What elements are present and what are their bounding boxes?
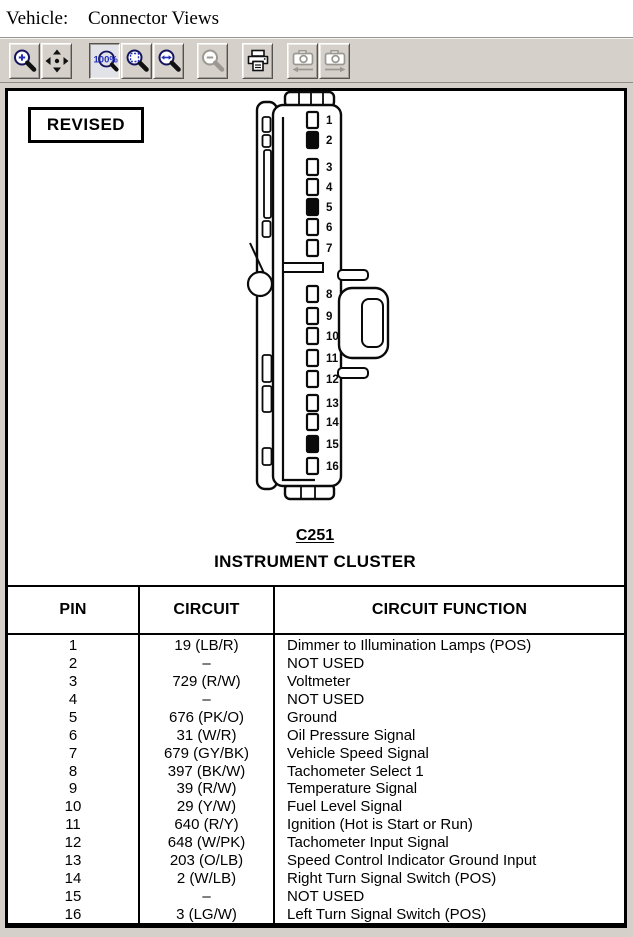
pin-cavity-3 (307, 159, 318, 175)
pin-number-12: 12 (326, 374, 339, 386)
pin-cell: 2 (68, 655, 78, 673)
pin-cavity-1 (307, 112, 318, 128)
zoom-width-button[interactable] (153, 43, 184, 79)
pin-number-8: 8 (326, 289, 333, 301)
camera-left-icon (290, 48, 316, 74)
function-cell: Speed Control Indicator Ground Input (287, 851, 537, 869)
pin-number-16: 16 (326, 461, 339, 473)
pin-cell: 7 (68, 744, 78, 762)
function-cell: NOT USED (287, 655, 365, 673)
pin-cell: 10 (64, 798, 82, 816)
pin-number-9: 9 (326, 311, 333, 323)
svg-text:100%: 100% (93, 54, 118, 65)
pin-cavity-7 (307, 240, 318, 256)
circuit-cell: 679 (GY/BK) (163, 744, 250, 762)
pin-number-13: 13 (326, 398, 339, 410)
pin-cell: 3 (68, 673, 78, 691)
window-header (0, 0, 633, 37)
function-cell: Dimmer to Illumination Lamps (POS) (287, 637, 532, 655)
function-cell: NOT USED (287, 887, 365, 905)
toolbar-group-gap (185, 43, 197, 79)
pin-cavity-10 (307, 328, 318, 344)
circuit-cell: 31 (W/R) (176, 726, 237, 744)
vehicle-value: Connector Views (88, 8, 219, 29)
pan-arrows-icon (44, 48, 70, 74)
pin-cell: 8 (68, 762, 78, 780)
magnifier-minus-icon (200, 48, 226, 74)
pin-cavity-5 (307, 199, 318, 215)
pin-cavity-2 (307, 132, 318, 148)
circuit-cell: 203 (O/LB) (169, 851, 244, 869)
circuit-function-column-header: CIRCUIT FUNCTION (371, 601, 528, 618)
magnifier-width-icon (156, 48, 182, 74)
circuit-cell: 2 (W/LB) (176, 869, 237, 887)
connector-diagram (241, 91, 411, 503)
pin-cavity-9 (307, 308, 318, 324)
pin-cell: 1 (68, 637, 78, 655)
pin-cell: 9 (68, 780, 78, 798)
pin-cell: 11 (65, 816, 81, 834)
pin-cavity-12 (307, 371, 318, 387)
pin-cavity-15 (307, 436, 318, 452)
function-cell: Tachometer Input Signal (287, 834, 449, 852)
pin-cell: 12 (64, 834, 82, 852)
circuit-column-header: CIRCUIT (140, 587, 275, 633)
pin-cell: 16 (64, 905, 82, 923)
magnifier-fit-icon (124, 48, 150, 74)
pin-table (8, 585, 624, 925)
zoom-100-button[interactable] (89, 43, 120, 79)
zoom-fit-button[interactable] (121, 43, 152, 79)
previous-view-button[interactable] (287, 43, 318, 79)
pin-cell: 6 (68, 726, 78, 744)
printer-icon (245, 48, 271, 74)
circuit-cell: – (202, 887, 211, 905)
circuit-cell: 29 (Y/W) (176, 798, 237, 816)
camera-right-icon (322, 48, 348, 74)
pin-cell: 5 (68, 708, 78, 726)
next-view-button[interactable] (319, 43, 350, 79)
magnifier-100-icon (93, 49, 119, 75)
pin-table-header-row (8, 587, 624, 635)
function-cell: Left Turn Signal Switch (POS) (287, 905, 487, 923)
magnifier-plus-icon (12, 48, 38, 74)
zoom-out-button[interactable] (197, 43, 228, 79)
pin-cell: 13 (64, 851, 82, 869)
revised-stamp (28, 107, 144, 143)
pin-column (8, 635, 140, 923)
circuit-column (140, 635, 275, 923)
pin-cavity-8 (307, 286, 318, 302)
circuit-cell: 729 (R/W) (172, 673, 241, 691)
circuit-cell: 640 (R/Y) (174, 816, 239, 834)
circuit-cell: 19 (LB/R) (174, 637, 239, 655)
pin-cavity-14 (307, 414, 318, 430)
toolbar-group-gap (229, 43, 242, 79)
pin-number-5: 5 (326, 202, 333, 214)
circuit-cell: 39 (R/W) (176, 780, 237, 798)
pin-table-body (8, 635, 624, 923)
revised-label: REVISED (46, 115, 126, 134)
pin-number-3: 3 (326, 162, 333, 174)
pin-cell: 14 (64, 869, 82, 887)
function-cell: Ground (287, 708, 338, 726)
function-cell: NOT USED (287, 691, 365, 709)
circuit-cell: 648 (W/PK) (167, 834, 246, 852)
pin-cavity-11 (307, 350, 318, 366)
pin-number-10: 10 (326, 331, 339, 343)
pin-number-11: 11 (326, 353, 339, 365)
connector-id: C251 (295, 527, 335, 544)
circuit-cell: – (202, 691, 211, 709)
pin-number-6: 6 (326, 222, 333, 234)
print-button[interactable] (242, 43, 273, 79)
pin-cell: 4 (68, 691, 78, 709)
toolbar-group-gap (73, 43, 89, 79)
function-cell: Voltmeter (287, 673, 351, 691)
pin-cavity-4 (307, 179, 318, 195)
document-area (5, 88, 627, 928)
function-cell: Tachometer Select 1 (287, 762, 424, 780)
connector-name: INSTRUMENT CLUSTER (214, 552, 416, 571)
pin-number-15: 15 (326, 439, 339, 451)
circuit-function-column (275, 635, 624, 923)
function-cell: Fuel Level Signal (287, 798, 403, 816)
pin-cavity-13 (307, 395, 318, 411)
circuit-cell: – (202, 655, 211, 673)
circuit-cell: 397 (BK/W) (167, 762, 246, 780)
zoom-in-button[interactable] (9, 43, 40, 79)
function-cell: Vehicle Speed Signal (287, 744, 429, 762)
pan-button[interactable] (41, 43, 72, 79)
pin-column-header: PIN (8, 587, 140, 633)
toolbar (0, 37, 633, 83)
function-cell: Oil Pressure Signal (287, 726, 416, 744)
vehicle-label: Vehicle: (6, 8, 69, 29)
pin-number-7: 7 (326, 243, 333, 255)
toolbar-group-gap (274, 43, 287, 79)
pin-number-4: 4 (326, 182, 333, 194)
function-cell: Right Turn Signal Switch (POS) (287, 869, 497, 887)
circuit-cell: 3 (LG/W) (176, 905, 237, 923)
pin-cell: 15 (64, 887, 82, 905)
pin-number-2: 2 (326, 135, 333, 147)
function-cell: Ignition (Hot is Start or Run) (287, 816, 473, 834)
pin-cavity-6 (307, 219, 318, 235)
pin-number-1: 1 (326, 115, 333, 127)
pin-number-14: 14 (326, 417, 339, 429)
circuit-cell: 676 (PK/O) (168, 708, 245, 726)
pin-cavity-16 (307, 458, 318, 474)
function-cell: Temperature Signal (287, 780, 418, 798)
